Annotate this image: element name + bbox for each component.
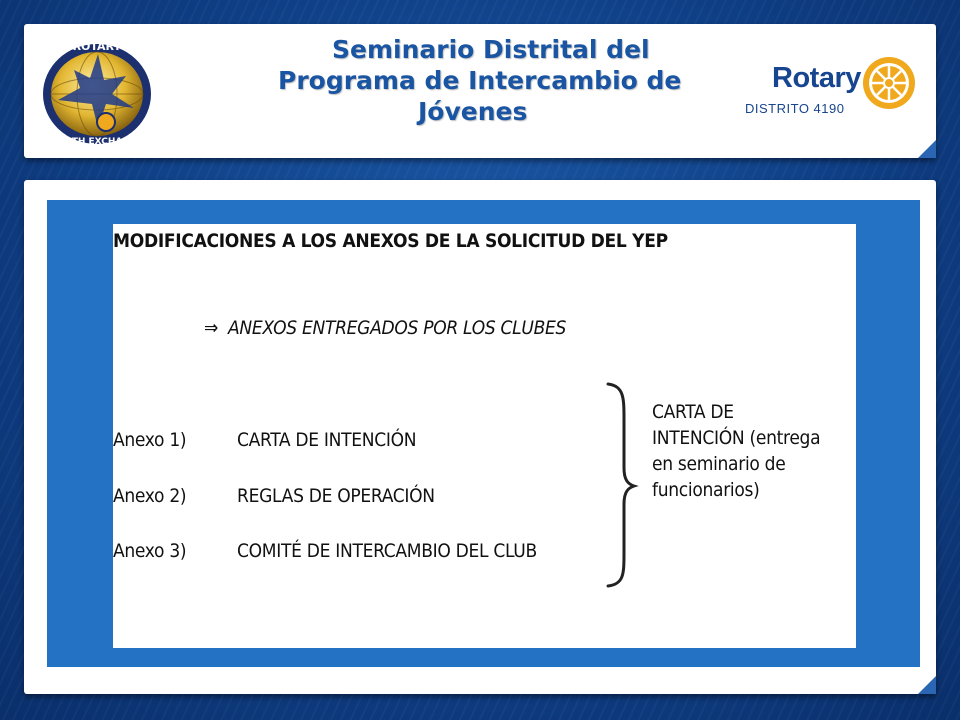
annex-number: Anexo 3) <box>113 540 187 562</box>
note-line: funcionarios) <box>652 479 760 501</box>
annex-description: CARTA DE INTENCIÓN <box>237 429 417 451</box>
document-subheading <box>204 317 566 339</box>
annex-description: REGLAS DE OPERACIÓN <box>237 485 435 507</box>
annex-number: Anexo 2) <box>113 485 187 507</box>
curly-brace-icon <box>600 380 640 590</box>
rotary-youth-exchange-logo-icon <box>38 30 156 154</box>
page-fold-decoration <box>918 676 936 694</box>
rotary-brand-name: Rotary <box>772 62 861 94</box>
title-line-1: Seminario Distrital del <box>332 35 650 64</box>
arrow-icon: ⇒ <box>204 317 219 339</box>
note-line: CARTA DE <box>652 401 734 423</box>
note-line: INTENCIÓN (entrega <box>652 427 821 449</box>
annex-number: Anexo 1) <box>113 429 187 451</box>
delivery-note <box>652 399 852 503</box>
district-label: DISTRITO 4190 <box>745 101 845 116</box>
logo-text-top: ROTARY <box>72 40 122 53</box>
page-fold-decoration <box>918 140 936 158</box>
subheading-text: ANEXOS ENTREGADOS POR LOS CLUBES <box>228 317 567 339</box>
note-line: en seminario de <box>652 453 786 475</box>
title-line-2: Programa de Intercambio de <box>278 66 682 95</box>
annex-description: COMITÉ DE INTERCAMBIO DEL CLUB <box>237 540 537 562</box>
rotary-wheel-icon <box>862 56 916 110</box>
title-line-3: Jóvenes <box>418 97 528 126</box>
logo-text-bottom: YOUTH EXCHANGE <box>50 137 144 147</box>
document-heading: MODIFICACIONES A LOS ANEXOS DE LA SOLICITUD DEL YEP <box>113 230 668 252</box>
page-title <box>250 34 690 127</box>
